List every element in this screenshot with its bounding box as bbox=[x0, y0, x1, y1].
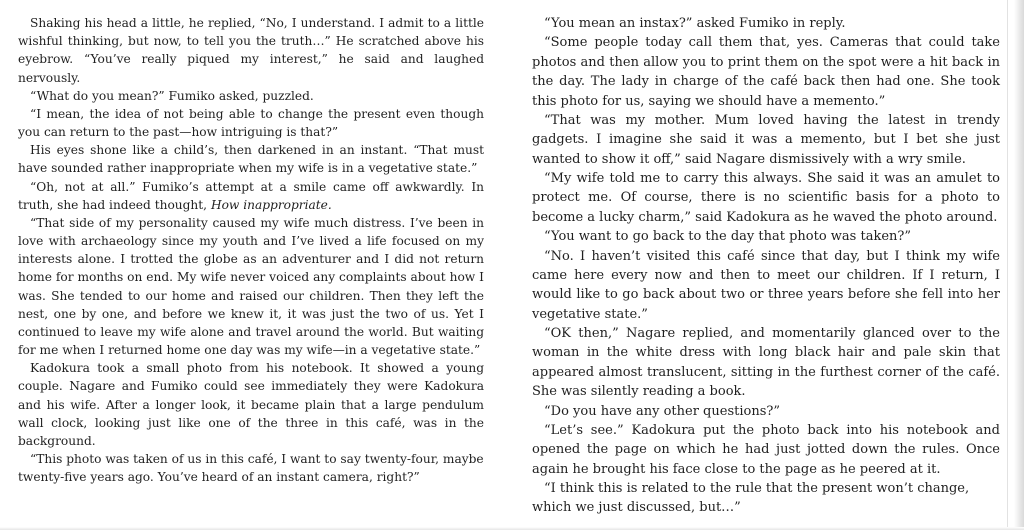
paragraph: His eyes shone like a child’s, then darkened in an instant. “That must have sounded rather inappropriate when my wife is in a vegetative state.” bbox=[18, 143, 484, 176]
paragraph: “I mean, the idea of not being able to change the present even though you can return to the past—how intriguing is that?” bbox=[18, 106, 484, 140]
paragraph: “This photo was taken of us in this café, I want to say twenty-four, maybe twenty-five years ago. You’ve heard of an instant camera, right?” bbox=[18, 452, 484, 485]
right-page bbox=[532, 14, 1000, 518]
paragraph: Shaking his head a little, he replied, “No, I understand. I admit to a little wishful thinking, but now, to tell you the truth…” He scratched above his eyebrow. “You’ve really piqued my interest,” he said and laughed nervously. bbox=[18, 16, 484, 85]
paragraph: “I think this is related to the rule that the present won’t change, which we just discussed, but…” bbox=[532, 481, 970, 516]
paragraph: “What do you mean?” Fumiko asked, puzzled. bbox=[30, 88, 314, 103]
paragraph: “Let’s see.” Kadokura put the photo back into his notebook and opened the page on which he had just jotted down the rules. Once again he brought his face close to the page as he peered at it. bbox=[532, 422, 1000, 477]
paragraph-text: “Oh, not at all.” Fumiko’s attempt at a smile came off awkwardly. In truth, she had indeed thought, bbox=[18, 179, 484, 212]
paragraph: “OK then,” Nagare replied, and momentarily glanced over to the woman in the white dress with long black hair and pale skin that appeared almost translucent, sitting in the furthest corner of the café. She was silently reading a book. bbox=[532, 326, 1000, 400]
left-page bbox=[18, 14, 484, 486]
paragraph: “That side of my personality caused my wife much distress. I’ve been in love with archaeology since my youth and I’ve lived a life focused on my interests alone. I trotted the globe as an adventurer and I did not return home for months on end. My wife never voiced any complaints about how I was. She tended to our home and raised our children. Then they left the nest, one by one, and before we knew it, it was just the two of us. Yet I continued to leave my wife alone and travel around the world. But waiting for me when I returned home one day was my wife—in a vegetative state.” bbox=[18, 215, 484, 358]
paragraph: “You want to go back to the day that photo was taken?” bbox=[544, 229, 912, 245]
paragraph: “My wife told me to carry this always. She said it was an amulet to protect me. Of course, there is no scientific basis for a photo to become a lucky charm,” said Kadokura as he waved the photo around. bbox=[532, 171, 1000, 225]
page-gutter bbox=[508, 0, 509, 530]
paragraph: “You mean an instax?” asked Fumiko in reply. bbox=[544, 16, 846, 31]
paragraph: “No. I haven’t visited this café since that day, but I think my wife came here every now and then to meet our children. If I return, I would like to go back about two or three years before she fell into her vegetative state.” bbox=[532, 248, 1000, 322]
italic-thought: How inappropriate. bbox=[210, 197, 332, 212]
paragraph: “Do you have any other questions?” bbox=[544, 403, 780, 419]
paragraph: “That was my mother. Mum loved having the latest in trendy gadgets. I imagine she said it was a memento, but I bet she just wanted to show it off,” said Nagare dismissively with a wry smile. bbox=[532, 112, 1000, 167]
paragraph bbox=[18, 178, 484, 214]
paragraph: “Some people today call them that, yes. Cameras that could take photos and then allow you to print them on the spot were a hit back in the day. The lady in charge of the café back then had one. She took this photo for us, saying we should have a memento.” bbox=[532, 35, 1000, 109]
paragraph: Kadokura took a small photo from his notebook. It showed a young couple. Nagare and Fumiko could see immediately they were Kadokura and his wife. After a longer look, it became plain that a large pendulum wall clock, looking just like one of the three in this café, was in the background. bbox=[18, 361, 484, 448]
page-edge-line bbox=[1007, 0, 1008, 530]
page-edge-shadow bbox=[1014, 0, 1024, 530]
